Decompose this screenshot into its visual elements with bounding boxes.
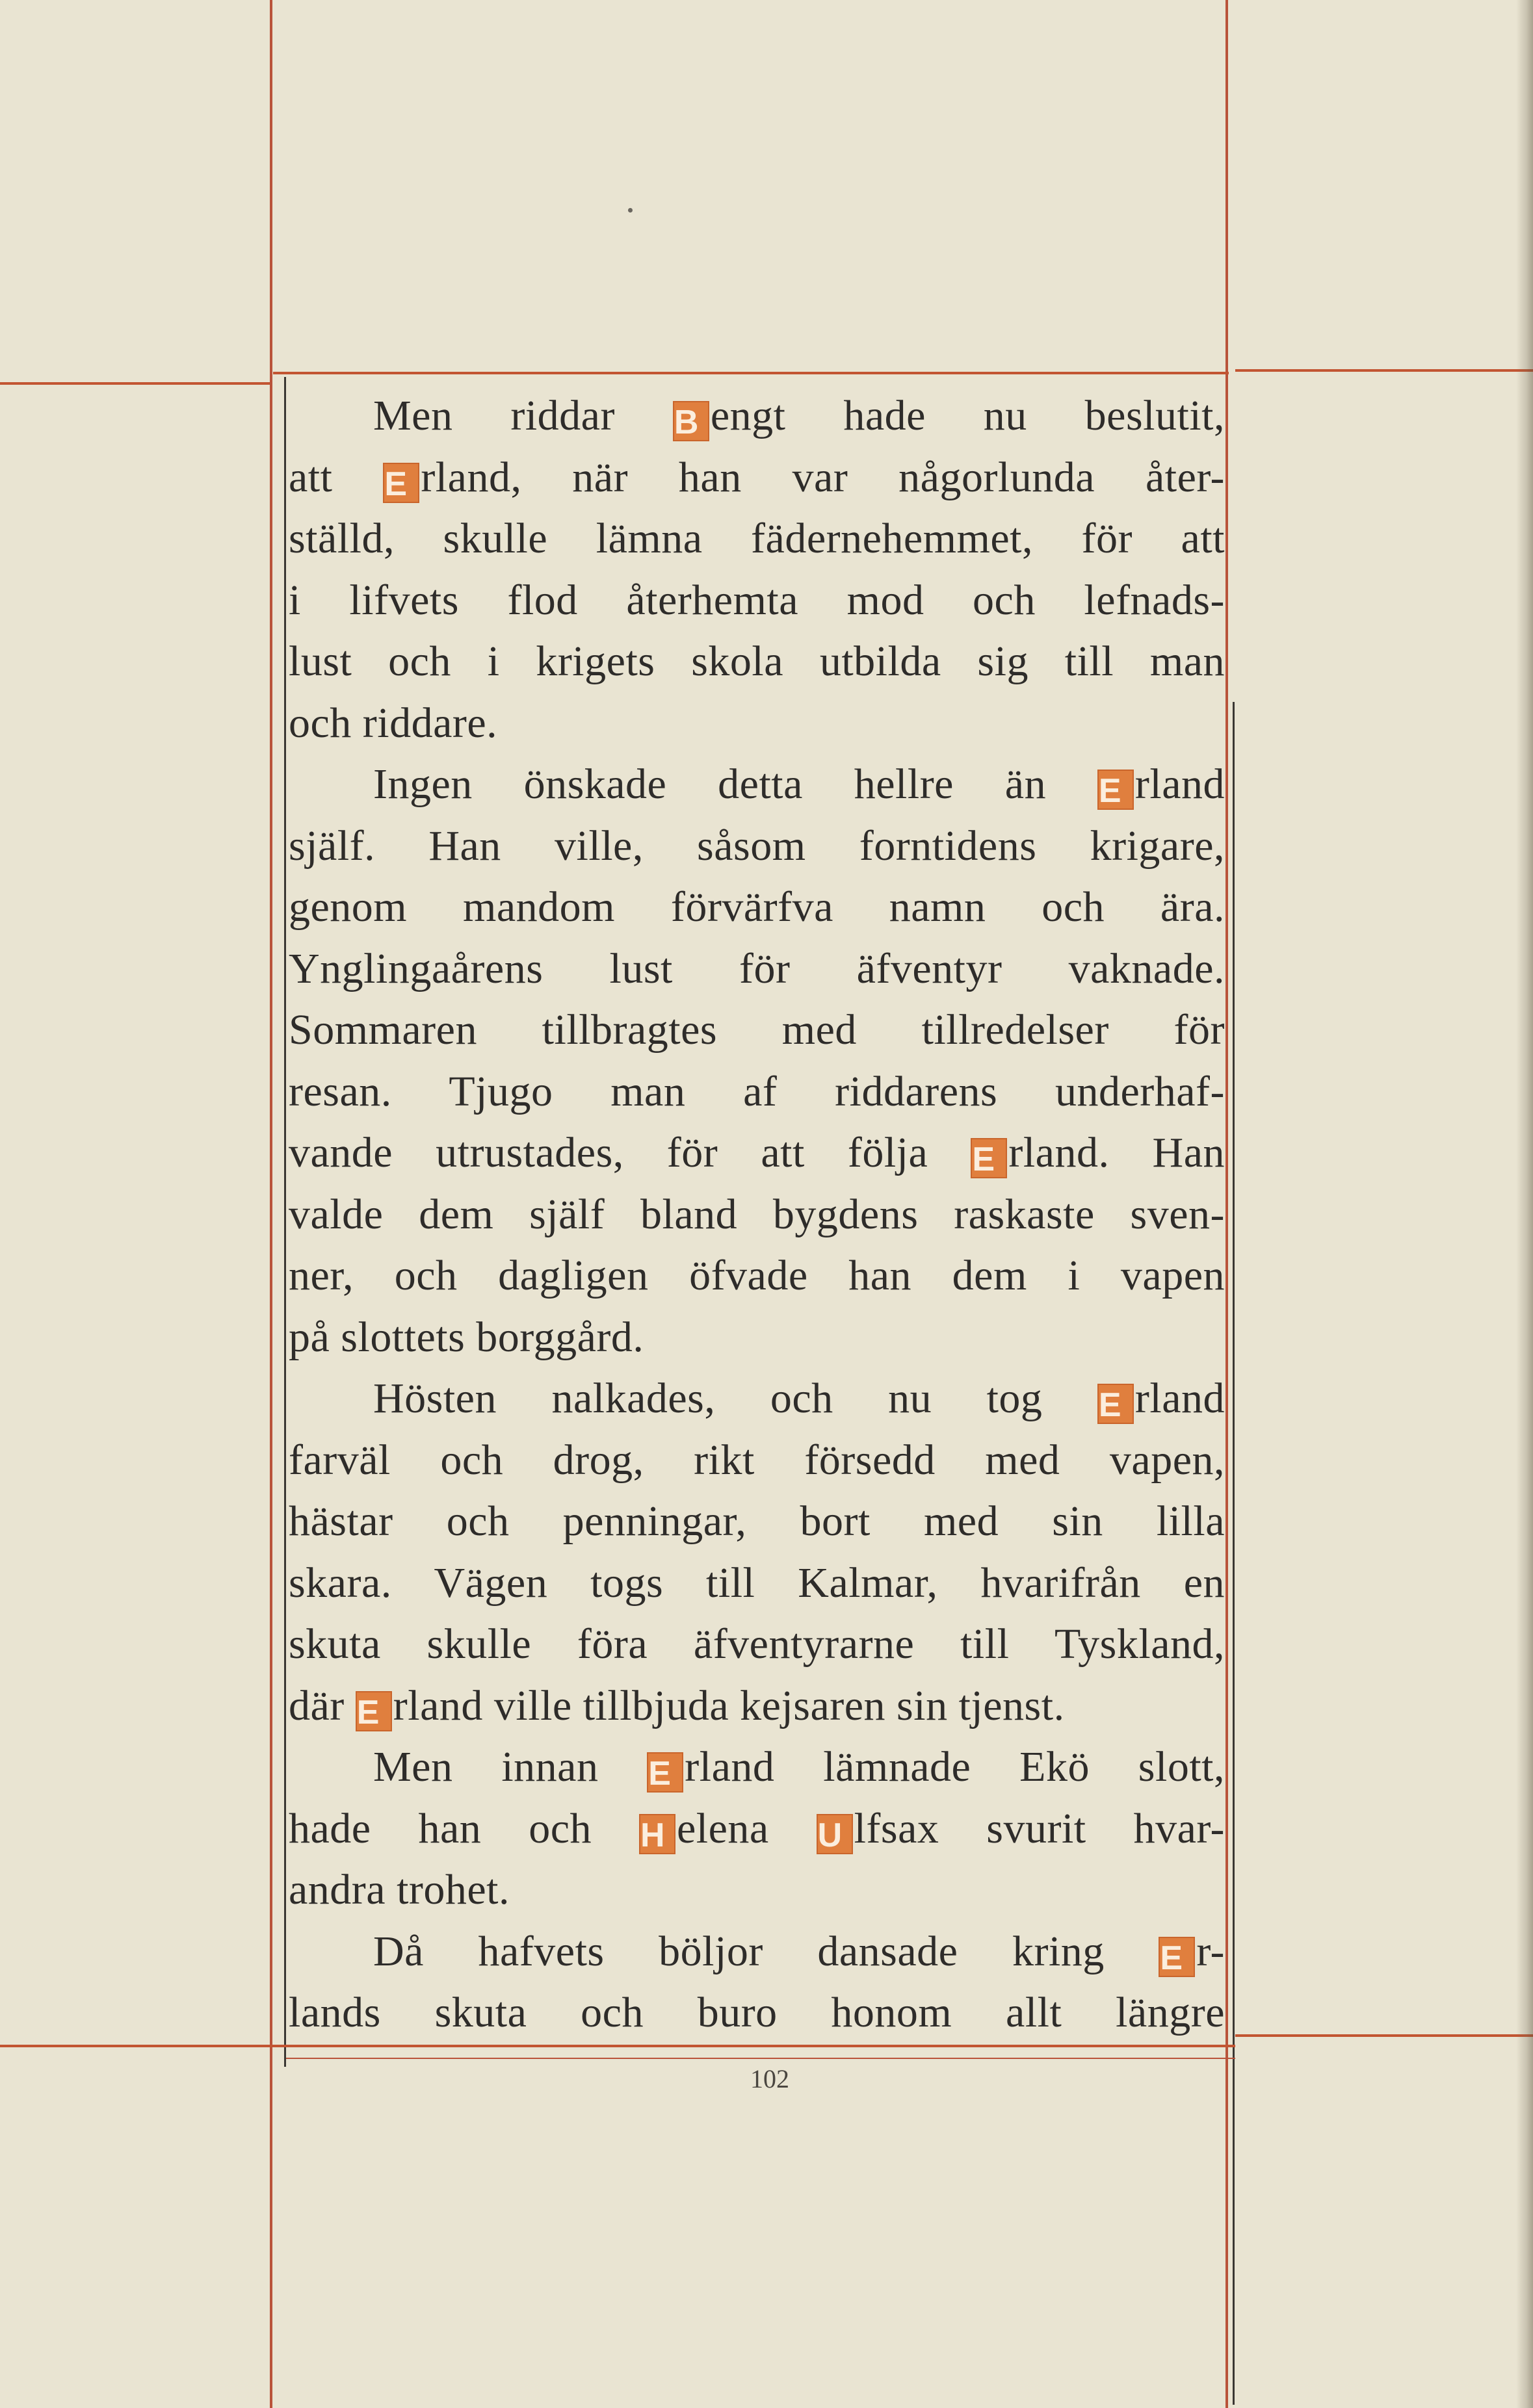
page-number: 102 [750, 2064, 789, 2093]
text-line [289, 820, 1225, 876]
ink-dot [628, 208, 633, 213]
text-run: hästar och penningar, bort med sin lilla [289, 1497, 1225, 1545]
bottom-right-margin-rule [1235, 2034, 1533, 2037]
text-run: rland [1134, 1375, 1225, 1422]
page-edge-shadow [1516, 0, 1533, 2408]
text-line [289, 1926, 1225, 1982]
text-run: farväl och drog, rikt försedd med vapen, [289, 1436, 1225, 1484]
text-run: rland [1134, 760, 1225, 808]
text-run: att [289, 454, 384, 501]
text-run: rland, när han var någorlunda åter- [421, 454, 1225, 501]
text-line [289, 1864, 1225, 1920]
decorated-initial: E [1159, 1937, 1195, 1977]
text-line [289, 1066, 1225, 1122]
text-run: vande utrustades, för att följa [289, 1129, 971, 1176]
text-line [289, 390, 1225, 446]
top-text-rule [273, 372, 1229, 374]
text-line [289, 1373, 1225, 1429]
left-vertical-rule-dark [284, 377, 286, 2067]
decorated-initial: E [1097, 1384, 1134, 1424]
text-run: resan. Tjugo man af riddarens underhaf- [289, 1068, 1225, 1115]
bottom-inner-rule [286, 2058, 1235, 2059]
text-run: skuta skulle föra äfventyrarne till Tyskland, [289, 1620, 1225, 1668]
text-line [289, 1495, 1225, 1551]
text-line [289, 1557, 1225, 1613]
bottom-left-margin-rule [0, 2045, 286, 2047]
text-run: i lifvets flod återhemta mod och lefnads- [289, 576, 1225, 624]
top-left-margin-rule [0, 382, 270, 385]
text-line [289, 1004, 1225, 1060]
text-run: rland lämnade Ekö slott, [685, 1743, 1225, 1791]
text-run: andra trohet. [289, 1866, 510, 1913]
text-run: Ingen önskade detta hellre än [373, 760, 1097, 808]
text-run: Men riddar [373, 392, 673, 439]
text-run: lust och i krigets skola utbilda sig till man [289, 638, 1225, 685]
text-line [289, 1127, 1225, 1183]
text-run: genom mandom förvärfva namn och ära. [289, 883, 1225, 931]
decorated-initial: E [383, 463, 419, 503]
text-line [289, 881, 1225, 937]
right-vertical-rule-dark [1233, 702, 1235, 2405]
text-run: lfsax svurit hvar- [854, 1805, 1225, 1852]
decorated-initial: E [356, 1691, 392, 1731]
text-run: elena [676, 1805, 817, 1852]
text-line [289, 513, 1225, 569]
text-run: rland. Han [1008, 1129, 1225, 1176]
text-run: Då hafvets böljor dansade kring [373, 1928, 1159, 1975]
text-line [289, 1312, 1225, 1367]
text-line [289, 1434, 1225, 1490]
text-line [289, 943, 1225, 999]
text-run: engt hade nu beslutit, [710, 392, 1225, 439]
text-line [289, 697, 1225, 753]
text-run: rland ville tillbjuda kejsaren sin tjenst. [393, 1682, 1065, 1729]
text-line [289, 1618, 1225, 1674]
text-run: Hösten nalkades, och nu tog [373, 1375, 1097, 1422]
text-run: ställd, skulle lämna fädernehemmet, för att [289, 515, 1225, 562]
text-line [289, 636, 1225, 692]
text-run: valde dem själf bland bygdens raskaste sven- [289, 1191, 1225, 1238]
text-run: själf. Han ville, såsom forntidens krigare, [289, 822, 1225, 870]
bottom-text-rule [286, 2045, 1235, 2047]
text-run: skara. Vägen togs till Kalmar, hvarifrån en [289, 1559, 1225, 1607]
text-line [289, 1189, 1225, 1245]
decorated-initial: E [971, 1138, 1007, 1178]
text-run: lands skuta och buro honom allt längre [289, 1989, 1225, 2036]
decorated-initial: E [1097, 770, 1134, 810]
text-run: Men innan [373, 1743, 648, 1791]
text-line [289, 1987, 1225, 2043]
text-run: och riddare. [289, 699, 498, 747]
top-right-margin-rule [1235, 369, 1533, 372]
text-run: på slottets borggård. [289, 1314, 644, 1361]
text-run: ner, och dagligen öfvade han dem i vapen [289, 1252, 1225, 1299]
text-run: Ynglingaårens lust för äfventyr vaknade. [289, 945, 1225, 992]
text-run: r- [1196, 1928, 1225, 1975]
decorated-initial: U [817, 1814, 853, 1854]
text-run: hade han och [289, 1805, 639, 1852]
decorated-initial: E [647, 1752, 683, 1793]
decorated-initial: H [639, 1814, 675, 1854]
text-line [289, 1250, 1225, 1306]
text-line [289, 1680, 1225, 1736]
text-line [289, 452, 1225, 508]
decorated-initial: B [673, 401, 709, 441]
text-line [289, 1803, 1225, 1859]
text-line [289, 575, 1225, 630]
text-run: Sommaren tillbragtes med tillredelser för [289, 1006, 1225, 1054]
text-line [289, 758, 1225, 814]
text-run: där [289, 1682, 356, 1729]
text-line [289, 1741, 1225, 1797]
